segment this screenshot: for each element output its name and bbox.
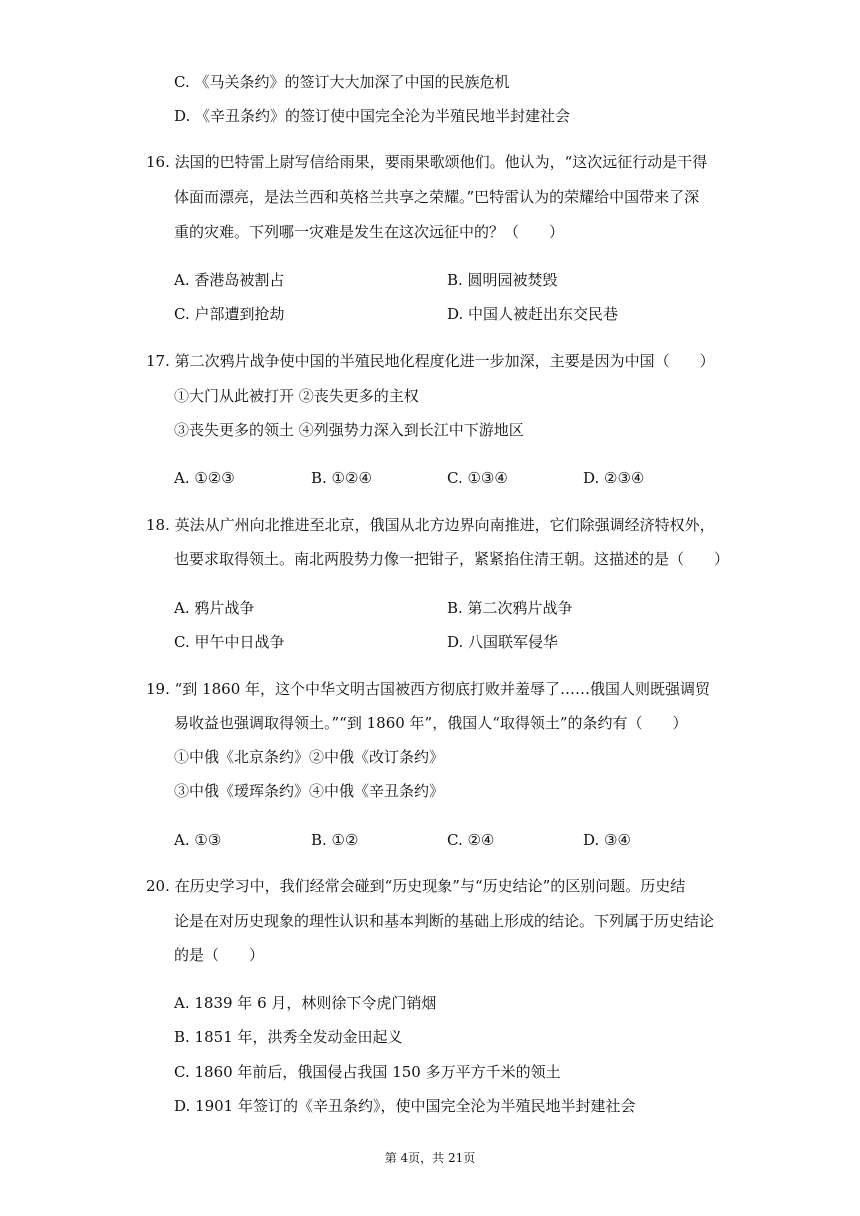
option-a: A. ①②③ [174,469,235,487]
question-text: 20. 在历史学习中，我们经常会碰到“历史现象”与“历史结论”的区别问题。历史结 [146,877,686,895]
option-d: D. 1901 年签订的《辛丑条约》，使中国完全沦为半殖民地半封建社会 [174,1097,636,1115]
option-b: B. 1851 年，洪秀全发动金田起义 [174,1028,403,1046]
option-c: C. 甲午中日战争 [174,633,285,651]
option-c: C. 户部遭到抢劫 [174,305,285,323]
question-text: 重的灾难。下列哪一灾难是发生在这次远征中的？（ ） [174,223,565,241]
question-text: 也要求取得领土。南北两股势力像一把钳子，紧紧掐住清王朝。这描述的是（ ） [174,550,730,568]
question-text: 体面而漂亮，是法兰西和英格兰共享之荣耀。”巴特雷认为的荣耀给中国带来了深 [174,188,700,206]
question-text: 18. 英法从广州向北推进至北京，俄国从北方边界向南推进，它们除强调经济特权外， [146,516,715,534]
option-c: C. ①③④ [447,469,508,487]
option-c: C. 1860 年前后，俄国侵占我国 150 多万平方千米的领土 [174,1063,561,1081]
option-d: D. 《辛丑条约》的签订使中国完全沦为半殖民地半封建社会 [174,107,571,125]
question-text: 19. “到 1860 年，这个中华文明古国被西方彻底打败并羞辱了……俄国人则既强调贸 [146,680,711,698]
question-text: 易收益也强调取得领土。”“到 1860 年”，俄国人“取得领土”的条约有（ ） [174,714,688,732]
option-c: C. 《马关条约》的签订大大加深了中国的民族危机 [174,73,510,91]
question-text: 17. 第二次鸦片战争使中国的半殖民地化程度化进一步加深，主要是因为中国（ ） [146,352,715,370]
option-d: D. ②③④ [583,469,645,487]
option-d: D. ③④ [583,831,631,849]
option-b: B. ①② [311,831,359,849]
option-b: B. 第二次鸦片战争 [447,599,573,617]
option-d: D. 八国联军侵华 [447,633,559,651]
option-a: A. ①③ [174,831,222,849]
question-text: 论是在对历史现象的理性认识和基本判断的基础上形成的结论。下列属于历史结论 [174,912,715,930]
page-footer: 第 4页，共 21页 [384,1151,476,1165]
option-d: D. 中国人被赶出东交民巷 [447,305,619,323]
option-c: C. ②④ [447,831,495,849]
option-a: A. 鸦片战争 [174,599,255,617]
option-a: A. 香港岛被割占 [174,271,285,289]
question-text: ①中俄《北京条约》②中俄《改订条约》 [174,748,445,766]
option-a: A. 1839 年 6 月，林则徐下令虎门销烟 [174,994,437,1012]
question-text: 16. 法国的巴特雷上尉写信给雨果，要雨果歌颂他们。他认为，“这次远征行动是干得 [146,153,708,171]
option-b: B. ①②④ [311,469,372,487]
question-text: ①大门从此被打开 ②丧失更多的主权 [174,387,419,405]
option-b: B. 圆明园被焚毁 [447,271,558,289]
question-text: ③丧失更多的领土 ④列强势力深入到长江中下游地区 [174,421,524,439]
question-text: ③中俄《瑷珲条约》④中俄《辛丑条约》 [174,782,445,800]
question-text: 的是（ ） [174,946,265,964]
